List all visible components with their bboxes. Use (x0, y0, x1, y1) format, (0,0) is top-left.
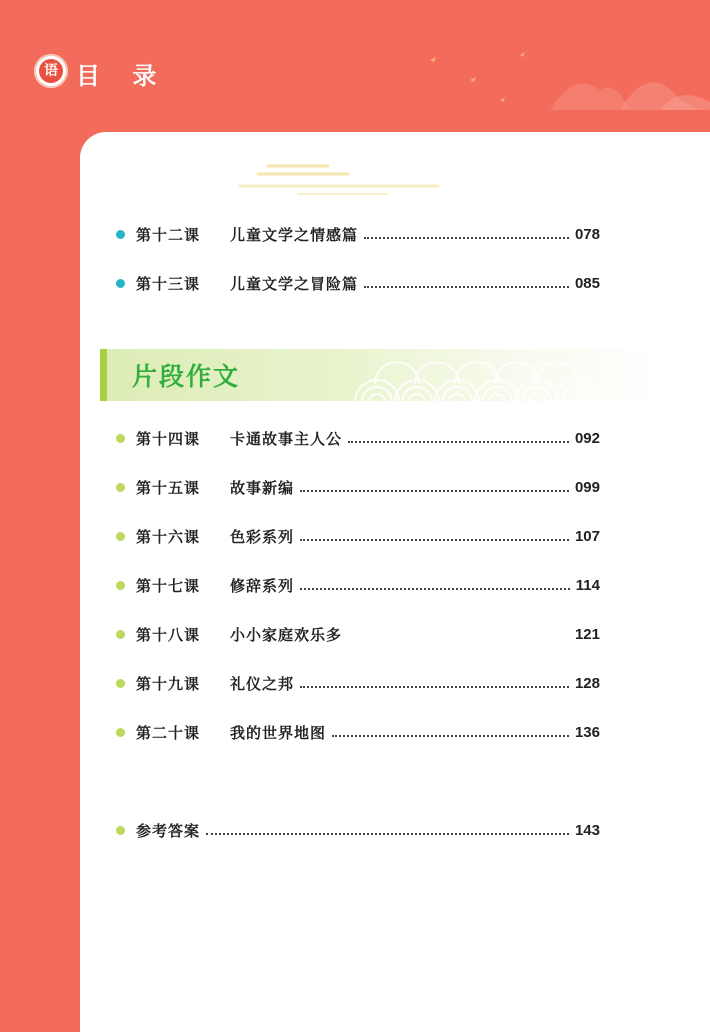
lesson-title: 色彩系列 (230, 527, 295, 546)
page-number: 099 (574, 478, 600, 496)
page-number: 114 (575, 576, 600, 594)
bullet-icon (116, 279, 125, 288)
toc-entry[interactable] (116, 720, 600, 744)
lesson-number: 第十九课 (136, 674, 201, 693)
dot-leader (300, 539, 569, 541)
bullet-icon (116, 230, 125, 239)
logo-badge-icon: 语 (39, 59, 63, 83)
answers-title: 参考答案 (136, 821, 201, 840)
dot-leader (300, 490, 569, 492)
dot-leader (364, 286, 569, 288)
toc-entry[interactable] (116, 222, 600, 246)
bullet-icon (116, 679, 125, 688)
toc-entry[interactable] (116, 524, 600, 548)
toc-entry[interactable] (116, 475, 600, 499)
lesson-number: 第十四课 (136, 429, 201, 448)
page-number: 136 (574, 723, 600, 741)
page-number: 121 (574, 625, 600, 643)
lesson-number: 第十五课 (136, 478, 201, 497)
section-heading: 片段作文 (132, 362, 241, 391)
lesson-title: 故事新编 (230, 478, 295, 497)
page-number: 078 (574, 225, 600, 243)
toc-entry[interactable] (116, 622, 600, 646)
lesson-title: 儿童文学之冒险篇 (230, 274, 359, 293)
lesson-number: 第二十课 (136, 723, 201, 742)
toc-entry[interactable] (116, 271, 600, 295)
lesson-number: 第十三课 (136, 274, 201, 293)
lesson-number: 第十七课 (136, 576, 201, 595)
page-number: 128 (574, 674, 600, 692)
dot-leader (332, 735, 569, 737)
dot-leader (300, 588, 570, 590)
cloud-lines-decoration-icon (238, 160, 458, 200)
hills-decoration-icon (410, 40, 710, 140)
page-title: 目 录 (76, 62, 169, 90)
toc-entry[interactable] (116, 426, 600, 450)
page-number: 092 (574, 429, 600, 447)
logo (34, 54, 68, 88)
bullet-icon (116, 483, 125, 492)
bullet-icon (116, 630, 125, 639)
toc-entry[interactable] (116, 573, 600, 597)
dot-leader (364, 237, 569, 239)
lesson-number: 第十二课 (136, 225, 201, 244)
page-number: 085 (574, 274, 600, 292)
dot-leader (206, 833, 569, 835)
lesson-title: 卡通故事主人公 (230, 429, 343, 448)
page-number: 107 (574, 527, 600, 545)
header (0, 0, 710, 150)
dot-leader (348, 637, 569, 639)
lesson-title: 儿童文学之情感篇 (230, 225, 359, 244)
lesson-title: 小小家庭欢乐多 (230, 625, 343, 644)
lesson-title: 我的世界地图 (230, 723, 327, 742)
toc-entry[interactable] (116, 671, 600, 695)
bullet-icon (116, 581, 125, 590)
section-banner-bar (100, 349, 107, 401)
bullet-icon (116, 826, 125, 835)
bullet-icon (116, 728, 125, 737)
toc-entry-answers[interactable] (116, 818, 600, 842)
dot-leader (300, 686, 569, 688)
page-number: 143 (574, 821, 600, 839)
lesson-number: 第十六课 (136, 527, 201, 546)
bullet-icon (116, 532, 125, 541)
lesson-number: 第十八课 (136, 625, 201, 644)
bullet-icon (116, 434, 125, 443)
dot-leader (348, 441, 569, 443)
lesson-title: 礼仪之邦 (230, 674, 295, 693)
wave-pattern-decoration-icon (355, 362, 655, 402)
lesson-title: 修辞系列 (230, 576, 295, 595)
